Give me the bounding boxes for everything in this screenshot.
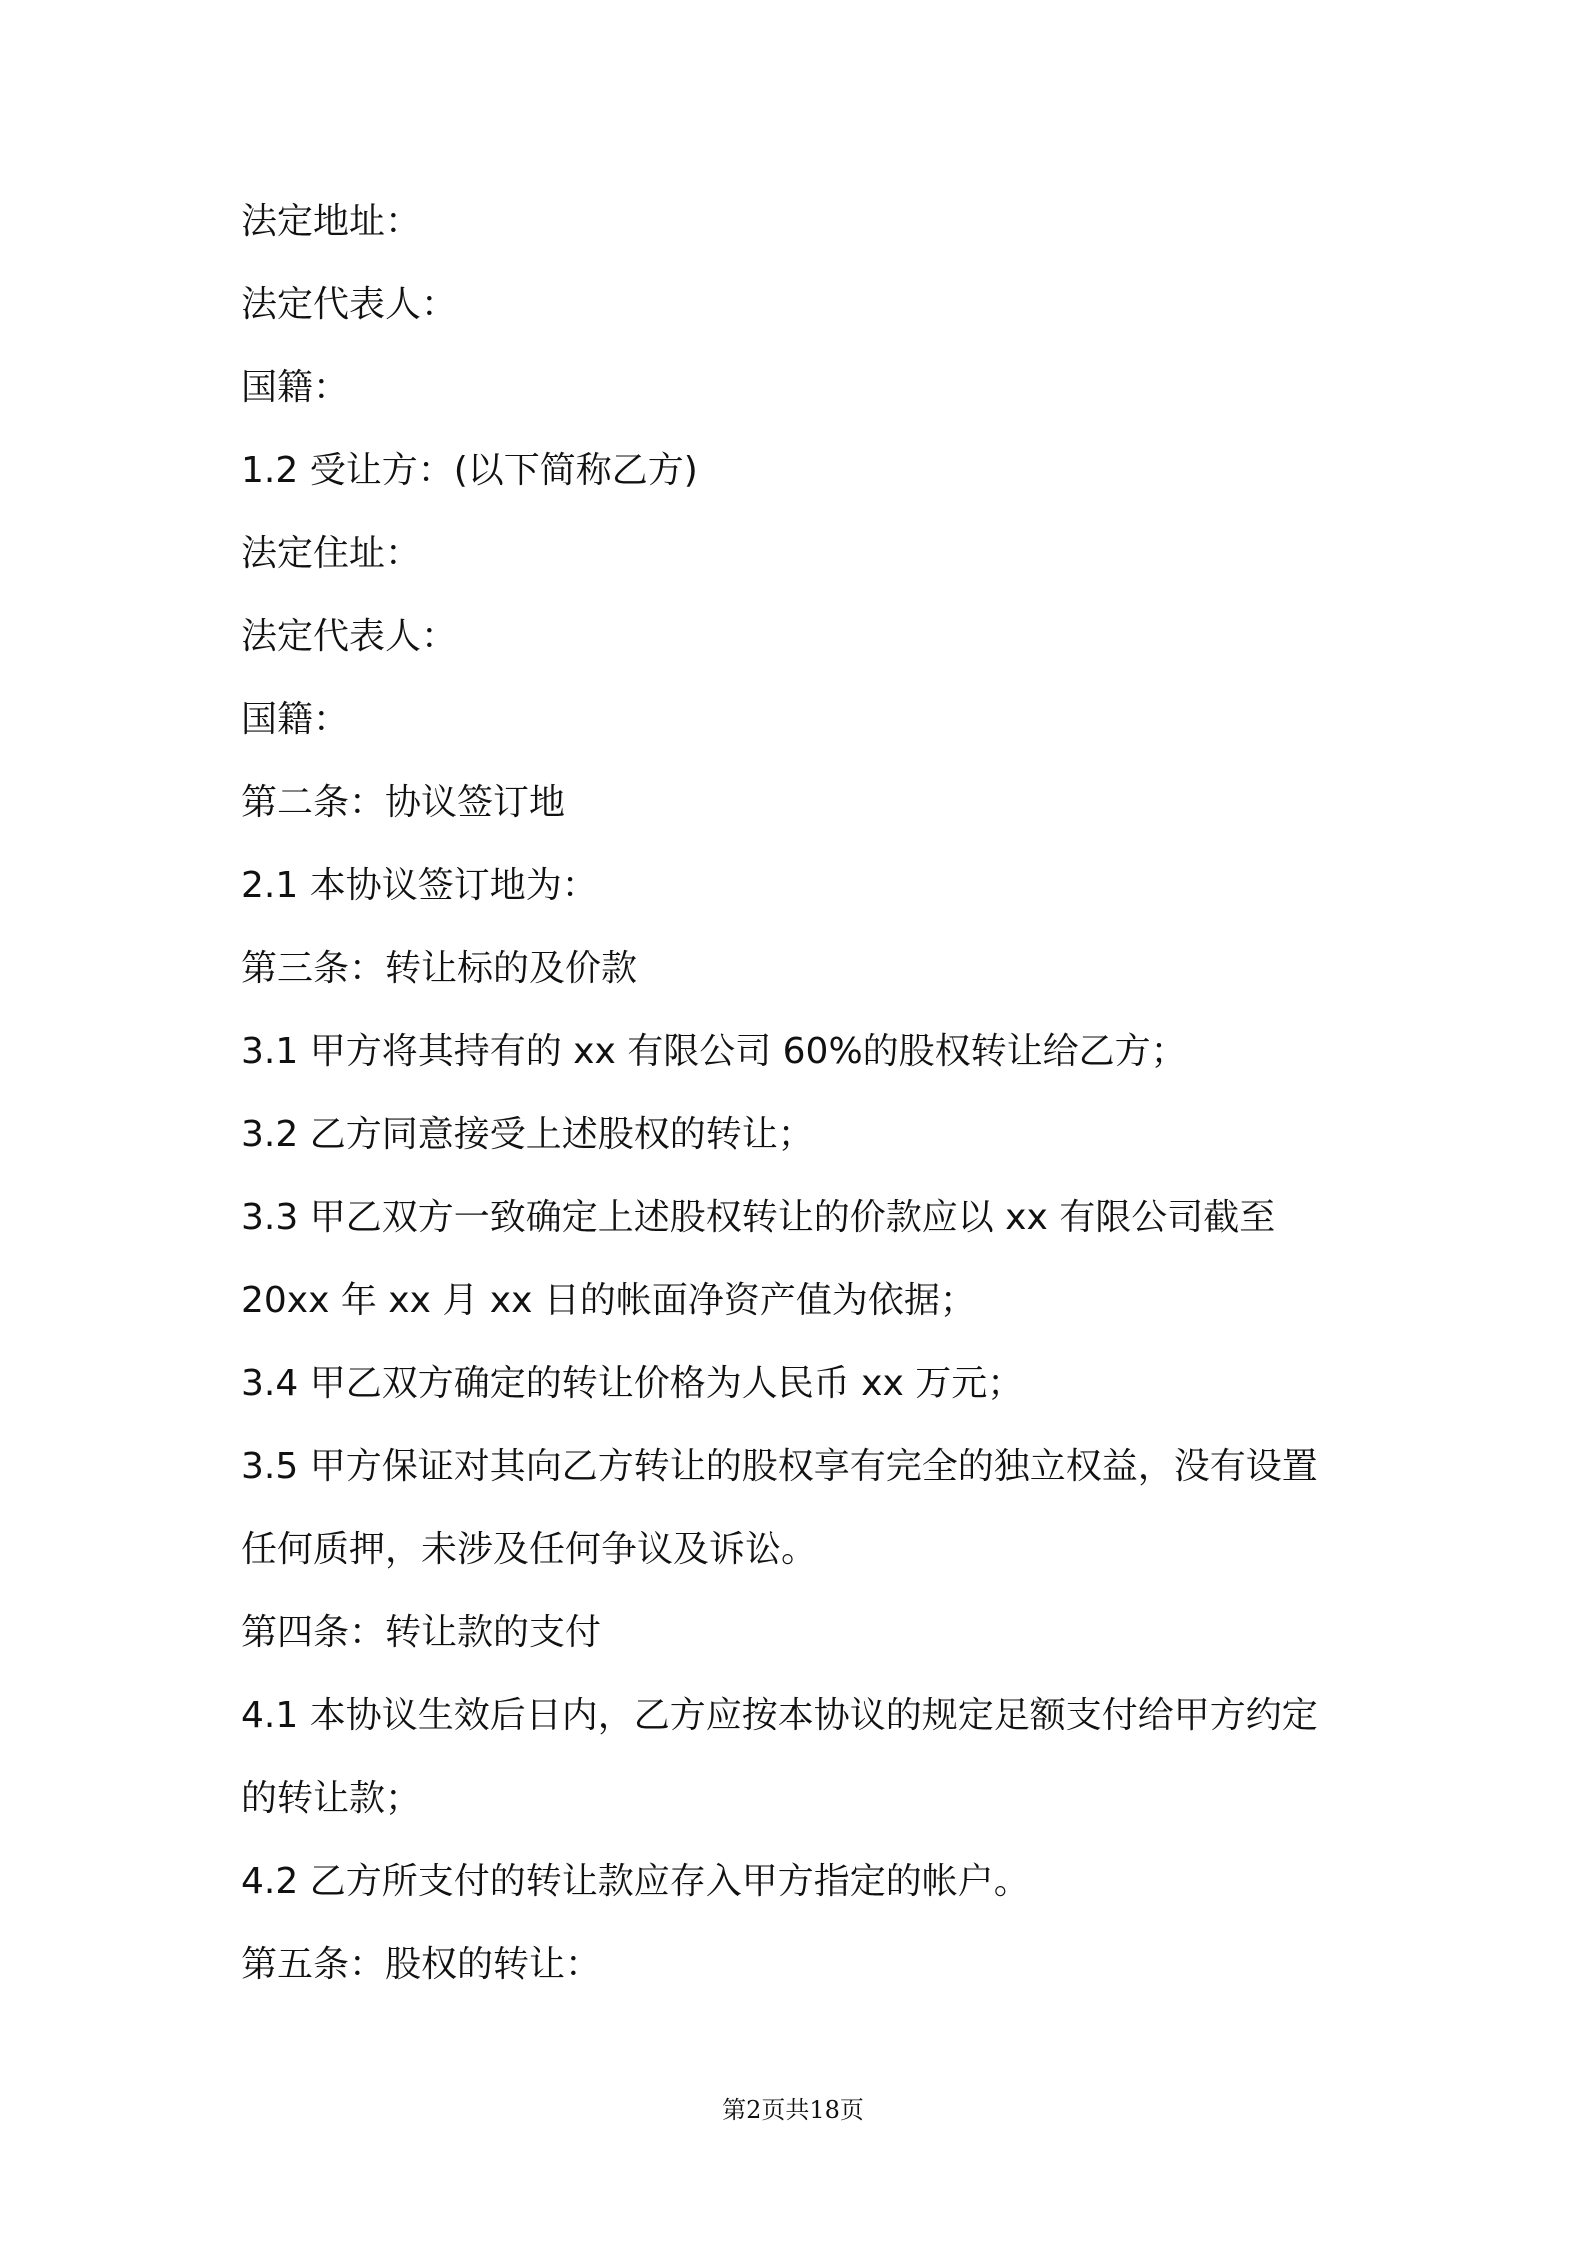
clause-4-1-line-1: 4.1 本协议生效后日内，乙方应按本协议的规定足额支付给甲方约定 bbox=[241, 1695, 1318, 1736]
clause-3-1: 3.1 甲方将其持有的 xx 有限公司 60%的股权转让给乙方； bbox=[241, 1031, 1187, 1072]
document-body bbox=[241, 198, 1361, 1989]
line-legal-residence: 法定住址： bbox=[241, 533, 422, 574]
clause-3-4: 3.4 甲乙双方确定的转让价格为人民币 xx 万元； bbox=[241, 1363, 1024, 1404]
line-legal-representative-2: 法定代表人： bbox=[241, 616, 458, 657]
clause-3-5-line-1: 3.5 甲方保证对其向乙方转让的股权享有完全的独立权益，没有设置 bbox=[241, 1446, 1318, 1487]
clause-2-1: 2.1 本协议签订地为： bbox=[241, 865, 598, 906]
line-nationality: 国籍： bbox=[241, 367, 350, 408]
heading-article-5: 第五条：股权的转让： bbox=[241, 1944, 602, 1985]
clause-3-3-line-2: 20xx 年 xx 月 xx 日的帐面净资产值为依据； bbox=[241, 1280, 976, 1321]
line-nationality-2: 国籍： bbox=[241, 699, 350, 740]
clause-4-2: 4.2 乙方所支付的转让款应存入甲方指定的帐户。 bbox=[241, 1861, 1030, 1902]
line-legal-representative: 法定代表人： bbox=[241, 284, 458, 325]
line-transferee: 1.2 受让方：(以下简称乙方) bbox=[241, 450, 698, 491]
clause-4-1-line-2: 的转让款； bbox=[241, 1778, 422, 1819]
clause-3-2: 3.2 乙方同意接受上述股权的转让； bbox=[241, 1114, 814, 1155]
line-legal-address: 法定地址： bbox=[241, 201, 422, 242]
heading-article-3: 第三条：转让标的及价款 bbox=[241, 948, 638, 989]
clause-3-5-line-2: 任何质押，未涉及任何争议及诉讼。 bbox=[241, 1529, 818, 1570]
heading-article-2: 第二条：协议签订地 bbox=[241, 782, 566, 823]
clause-3-3-line-1: 3.3 甲乙双方一致确定上述股权转让的价款应以 xx 有限公司截至 bbox=[241, 1197, 1276, 1238]
heading-article-4: 第四条：转让款的支付 bbox=[241, 1612, 602, 1653]
page-number: 第2页共18页 bbox=[722, 2096, 864, 2124]
